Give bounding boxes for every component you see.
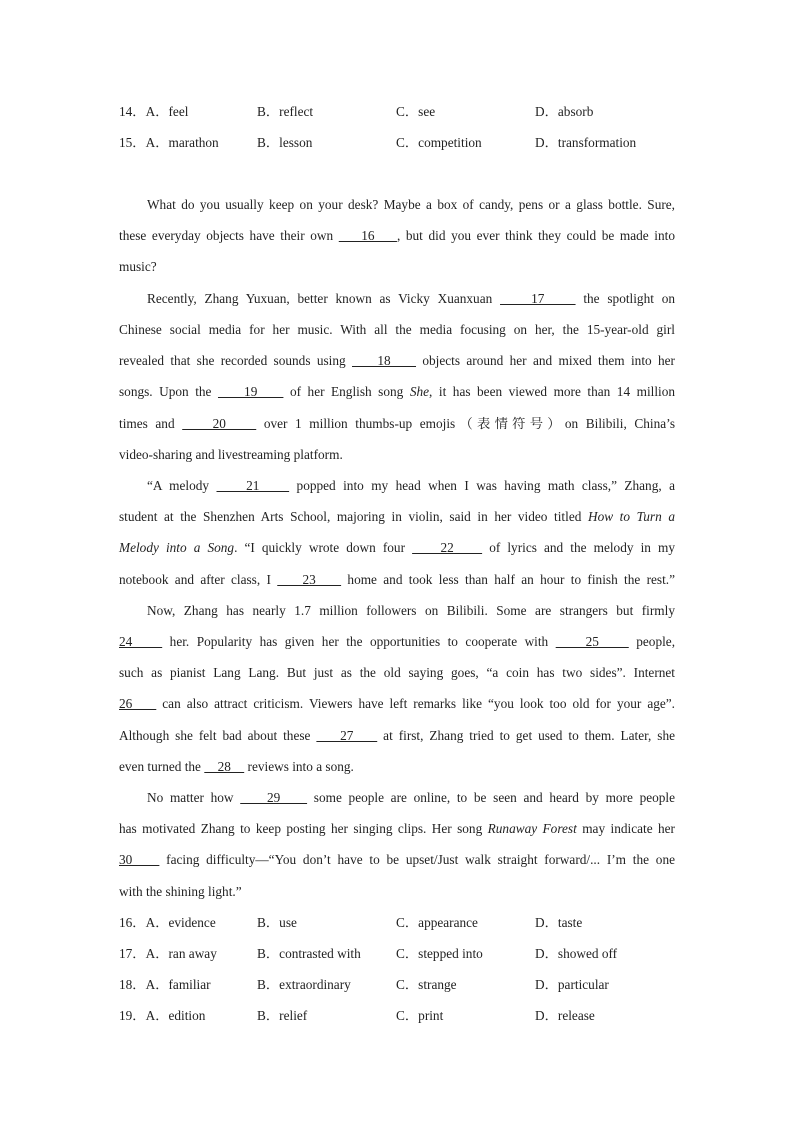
p2-line2: Chinese social media for her music. With all the media focusing on her, the 15-year-old girl — [119, 322, 675, 337]
option-c[interactable]: C．strange — [396, 977, 457, 992]
blank-26: 26 — [119, 696, 157, 711]
option-a[interactable]: 16．A．evidence — [119, 915, 216, 930]
question-18 — [119, 975, 679, 995]
p3-line2: student at the Shenzhen Arts School, majoring in violin, said in her video titled How to Turn a — [119, 509, 675, 524]
option-d[interactable]: D．transformation — [535, 135, 637, 150]
p2-line1: Recently, Zhang Yuxuan, better known as Vicky Xuanxuan 17 the spotlight on — [147, 291, 675, 306]
option-d[interactable]: D．release — [535, 1008, 595, 1023]
blank-29: 29 — [240, 790, 308, 805]
option-a[interactable]: 17．A．ran away — [119, 946, 217, 961]
blank-30: 30 — [119, 852, 160, 867]
option-d[interactable]: D．showed off — [535, 946, 618, 961]
blank-20: 20 — [182, 416, 257, 431]
blank-21: 21 — [216, 478, 290, 493]
option-c[interactable]: C．appearance — [396, 915, 478, 930]
option-c[interactable]: C．competition — [396, 135, 482, 150]
p4-line6: even turned the 28 reviews into a song. — [119, 759, 354, 774]
p4-line4: 26 can also attract criticism. Viewers have left remarks like “you look too old for your age”. — [119, 696, 675, 711]
p4-line5: Although she felt bad about these 27 at first, Zhang tried to get used to them. Later, she — [119, 728, 676, 743]
option-d[interactable]: D．taste — [535, 915, 583, 930]
p5-line1: No matter how 29 some people are online, to be seen and heard by more people — [147, 790, 676, 805]
p2-line6: video-sharing and livestreaming platform. — [119, 447, 343, 462]
question-17 — [119, 944, 679, 964]
option-a[interactable]: 19．A．edition — [119, 1008, 206, 1023]
option-c[interactable]: C．print — [396, 1008, 444, 1023]
option-b[interactable]: B．extraordinary — [257, 977, 351, 992]
p1-line2: these everyday objects have their own 16 , but did you ever think they could be made into — [119, 228, 675, 243]
p3-line3: Melody into a Song. “I quickly wrote down four 22 of lyrics and the melody in my — [119, 540, 676, 555]
option-c[interactable]: C．stepped into — [396, 946, 483, 961]
blank-17: 17 — [500, 291, 576, 306]
blank-25: 25 — [555, 634, 629, 649]
p2-line4: songs. Upon the 19 of her English song She, it has been viewed more than 14 million — [119, 384, 676, 399]
blank-16: 16 — [338, 228, 397, 243]
option-a[interactable]: 18．A．familiar — [119, 977, 211, 992]
option-a[interactable]: 15．A．marathon — [119, 135, 219, 150]
question-19 — [119, 1006, 679, 1026]
p5-line2: has motivated Zhang to keep posting her singing clips. Her song Runaway Forest may indicate her — [119, 821, 675, 836]
option-c[interactable]: C．see — [396, 104, 436, 119]
p4-line2: 24 her. Popularity has given her the opportunities to cooperate with 25 people, — [119, 634, 676, 649]
p2-line5: times and 20 over 1 million thumbs-up emojis（表情符号）on Bilibili, China’s — [119, 416, 675, 431]
option-d[interactable]: D．particular — [535, 977, 609, 992]
p1-line1: What do you usually keep on your desk? Maybe a box of candy, pens or a glass bottle. Sure, — [147, 197, 675, 212]
question-15 — [119, 133, 679, 153]
option-b[interactable]: B．relief — [257, 1008, 308, 1023]
p2-line3: revealed that she recorded sounds using 18 objects around her and mixed them into her — [119, 353, 675, 368]
p5-line4: with the shining light.” — [119, 884, 242, 899]
question-16 — [119, 913, 679, 933]
blank-22: 22 — [412, 540, 483, 555]
p5-line3: 30 facing difficulty—“You don’t have to be upset/Just walk straight forward/... I’m the one — [119, 852, 676, 867]
blank-28: 28 — [204, 759, 245, 774]
option-b[interactable]: B．use — [257, 915, 297, 930]
blank-24: 24 — [119, 634, 163, 649]
blank-23: 23 — [277, 572, 342, 587]
blank-27: 27 — [316, 728, 378, 743]
p3-line4: notebook and after class, I 23 home and took less than half an hour to finish the rest.” — [119, 572, 676, 587]
blank-18: 18 — [352, 353, 417, 368]
option-b[interactable]: B．contrasted with — [257, 946, 361, 961]
p4-line1: Now, Zhang has nearly 1.7 million followers on Bilibili. Some are strangers but firmly — [147, 603, 675, 618]
p3-line1: “A melody 21 popped into my head when I was having math class,” Zhang, a — [147, 478, 675, 493]
option-b[interactable]: B．reflect — [257, 104, 314, 119]
option-b[interactable]: B．lesson — [257, 135, 313, 150]
p4-line3: such as pianist Lang Lang. But just as the old saying goes, “a coin has two sides”. Internet — [119, 665, 675, 680]
blank-19: 19 — [217, 384, 284, 399]
p1-line3: music? — [119, 259, 157, 274]
option-a[interactable]: 14．A．feel — [119, 104, 189, 119]
option-d[interactable]: D．absorb — [535, 104, 594, 119]
question-14 — [119, 102, 679, 122]
